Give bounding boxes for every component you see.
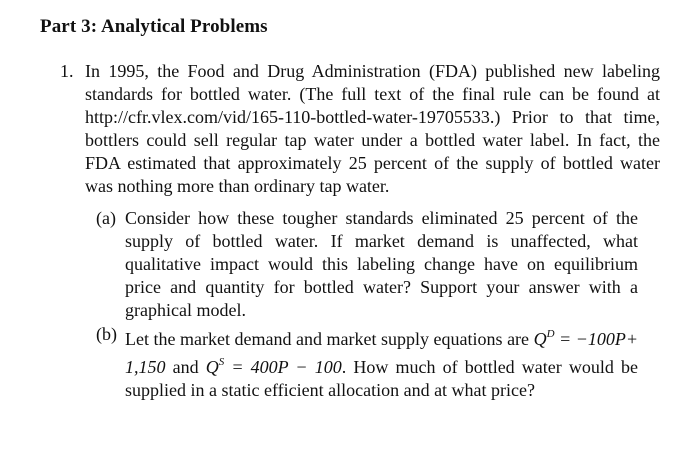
b-text-2: and: [165, 357, 206, 377]
problem-text: In 1995, the Food and Drug Administration (FDA) published new labeling standards for bottled water. (The full text of the final rule can be found at http://cfr.vlex.com/vid/165-110-bottled-water-19705533.) Prior to that time, bottlers could sell regular tap water under a bottled water label. In fact, the FDA estimated that approximately 25 percent of the supply of bottled water was nothing more than ordinary tap water.: [85, 61, 660, 196]
sub-question-a-label: (a): [96, 208, 116, 228]
sub-question-b: [96, 323, 638, 402]
sub-question-b-label: (b): [96, 324, 117, 344]
problem-1: [60, 60, 660, 198]
section-heading: Part 3: Analytical Problems: [40, 16, 268, 37]
sub-question-a-text: Consider how these tougher standards eliminated 25 percent of the supply of bottled water. If market demand is unaffected, what qualitative impact would this labeling change have on equilibrium price and quantity for bottled water? Support your answer with a graphical model.: [125, 208, 638, 320]
sub-question-a: [96, 207, 638, 322]
supply-equation: $Q^S = 400P - 100$: [205, 356, 342, 377]
b-text-3: . How much of bottled water would be supplied in a static efficient allocation and at what price?: [125, 357, 639, 400]
problem-number: 1.: [60, 61, 74, 81]
demand-equation: $Q^D = -100P+ 1,150$: [125, 328, 638, 377]
b-text-1: Let the market demand and market supply equations are: [125, 329, 534, 349]
sub-question-b-text: [125, 323, 638, 402]
